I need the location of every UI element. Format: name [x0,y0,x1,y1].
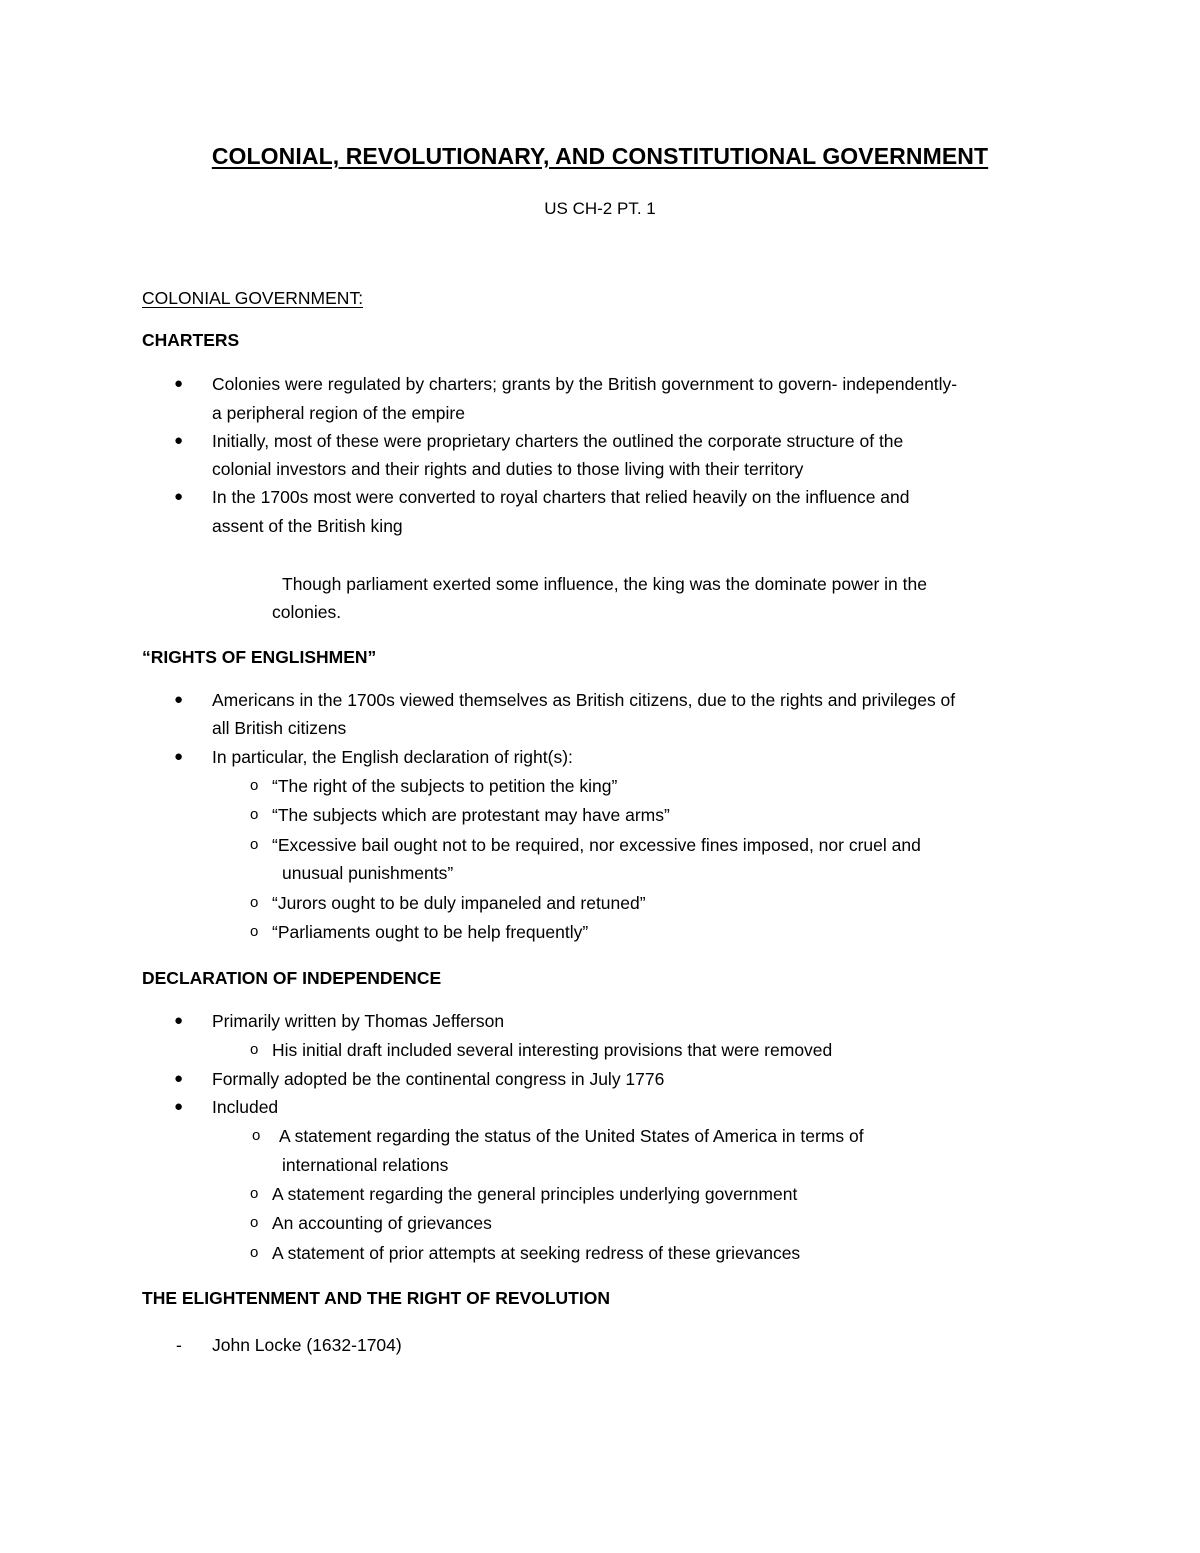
charters-note-line-2: colonies. [272,602,342,622]
dash-icon: - [176,1335,182,1355]
bullet-icon: ● [174,691,184,708]
enlightenment-item-1: John Locke (1632-1704) [212,1335,402,1355]
heading-rights-of-englishmen: “RIGHTS OF ENGLISHMEN” [142,647,377,667]
bullet-icon: ● [174,1012,184,1029]
bullet-icon: ● [174,1098,184,1115]
document-subtitle: US CH-2 PT. 1 [544,199,656,218]
section-heading-colonial-government: COLONIAL GOVERNMENT: [142,288,364,308]
bullet-icon: ● [174,375,184,392]
sub-bullet-icon: o [252,1127,261,1144]
bullet-icon: ● [174,1070,184,1087]
charters-item-3-line-1: In the 1700s most were converted to royal charters that relied heavily on the influence and [212,487,910,507]
sub-bullet-icon: o [250,1185,259,1202]
sub-bullet-icon: o [250,1214,259,1231]
heading-declaration-of-independence: DECLARATION OF INDEPENDENCE [142,968,442,988]
sub-bullet-icon: o [250,777,259,794]
rights-subitem-3-line-2: unusual punishments” [282,863,454,883]
declaration-sub-4: A statement of prior attempts at seeking redress of these grievances [272,1243,801,1263]
bullet-icon: ● [174,488,184,505]
rights-subitem-5: “Parliaments ought to be help frequently” [272,922,589,942]
rights-subitem-1: “The right of the subjects to petition the king” [272,776,618,796]
charters-item-3-line-2: assent of the British king [212,516,403,536]
declaration-item-2: Formally adopted be the continental congress in July 1776 [212,1069,665,1089]
sub-bullet-icon: o [250,1244,259,1261]
bullet-icon: ● [174,432,184,449]
declaration-sub-1-line-2: international relations [282,1155,449,1175]
rights-subitem-4: “Jurors ought to be duly impaneled and retuned” [272,893,646,913]
bullet-icon: ● [174,748,184,765]
sub-bullet-icon: o [250,806,259,823]
sub-bullet-icon: o [250,836,259,853]
charters-note-line-1: Though parliament exerted some influence, the king was the dominate power in the [282,574,927,594]
declaration-item-1-sub: His initial draft included several interesting provisions that were removed [272,1040,833,1060]
rights-item-1-line-1: Americans in the 1700s viewed themselves as British citizens, due to the rights and privileges of [212,690,956,710]
charters-item-1-line-1: Colonies were regulated by charters; grants by the British government to govern- independently- [212,374,958,394]
rights-subitem-3-line-1: “Excessive bail ought not to be required, nor excessive fines imposed, nor cruel and [272,835,921,855]
heading-enlightenment: THE ELIGHTENMENT AND THE RIGHT OF REVOLUTION [142,1288,610,1308]
rights-subitem-2: “The subjects which are protestant may have arms” [272,805,670,825]
rights-item-2-line-1: In particular, the English declaration of right(s): [212,747,573,767]
declaration-item-1: Primarily written by Thomas Jefferson [212,1011,505,1031]
heading-charters: CHARTERS [142,330,240,350]
charters-item-2-line-2: colonial investors and their rights and duties to those living with their territory [212,459,804,479]
rights-item-1-line-2: all British citizens [212,718,347,738]
charters-item-1-line-2: a peripheral region of the empire [212,403,465,423]
declaration-item-3: Included [212,1097,279,1117]
sub-bullet-icon: o [250,1041,259,1058]
declaration-sub-3: An accounting of grievances [272,1213,492,1233]
sub-bullet-icon: o [250,894,259,911]
charters-item-2-line-1: Initially, most of these were proprietary charters the outlined the corporate structure of the [212,431,904,451]
declaration-sub-2: A statement regarding the general principles underlying government [272,1184,798,1204]
sub-bullet-icon: o [250,923,259,940]
document-title: COLONIAL, REVOLUTIONARY, AND CONSTITUTIONAL GOVERNMENT [211,143,989,169]
declaration-sub-1-line-1: A statement regarding the status of the United States of America in terms of [279,1126,864,1146]
